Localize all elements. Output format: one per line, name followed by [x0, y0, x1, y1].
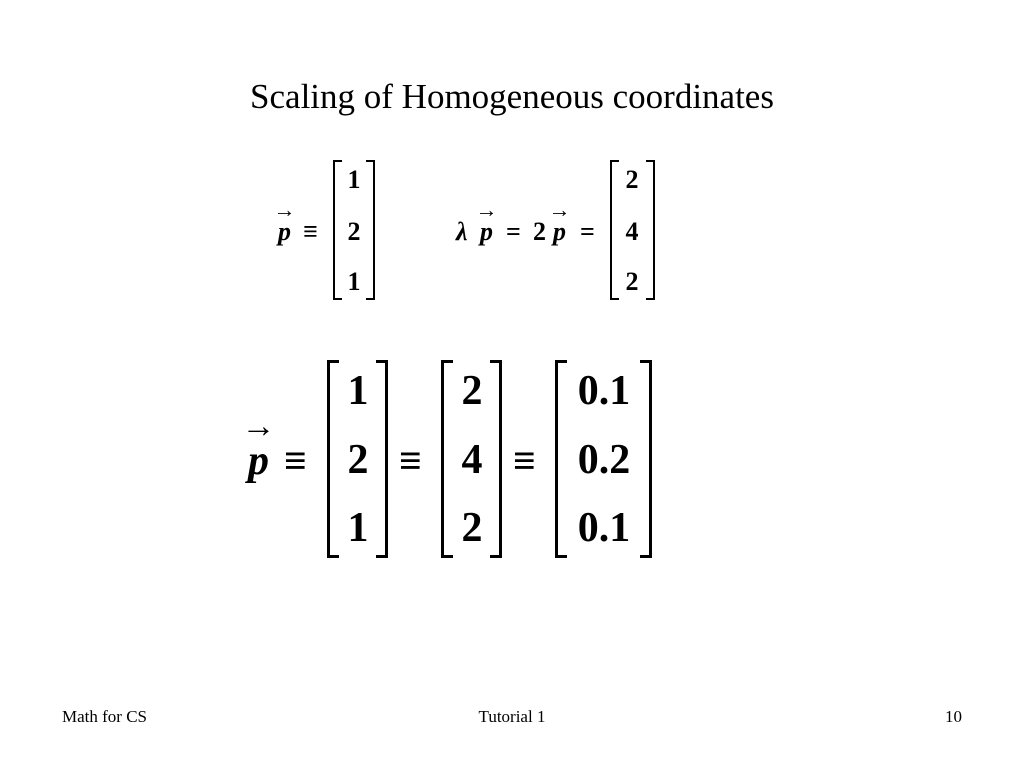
matrix-cell: 2 [461, 368, 483, 414]
matrix-cell: 2 [625, 267, 639, 296]
matrix-cell: 1 [347, 267, 361, 296]
vector-p-symbol: → p [273, 197, 296, 246]
matrix-cell: 0.2 [577, 437, 631, 483]
scale-factor: 2 [533, 217, 546, 246]
matrix-cell: 2 [461, 505, 483, 551]
matrix-cell: 4 [461, 437, 483, 483]
matrix-cell: 2 [625, 165, 639, 194]
vector-arrow-icon: → [548, 197, 571, 222]
vector-arrow-icon: → [475, 197, 498, 222]
matrix-cell: 1 [347, 505, 369, 551]
vector-arrow-icon: → [241, 408, 276, 445]
matrix-cell: 4 [625, 217, 639, 246]
matrix-cell: 1 [347, 165, 361, 194]
equivalence-symbol: ≡ [303, 217, 318, 246]
vector-p-symbol: → p [475, 197, 498, 246]
equivalence-symbol: ≡ [513, 438, 536, 483]
vector-p-symbol: → p [548, 197, 571, 246]
matrix-cell: 1 [347, 368, 369, 414]
slide-title: Scaling of Homogeneous coordinates [250, 77, 774, 116]
lambda-symbol: λ [456, 217, 468, 246]
matrix-cell: 2 [347, 217, 361, 246]
matrix-cell: 0.1 [577, 368, 631, 414]
matrix-cell: 0.1 [577, 505, 631, 551]
right-bracket [646, 160, 655, 300]
footer-tutorial: Tutorial 1 [478, 707, 546, 726]
footer-course: Math for CS [62, 707, 147, 726]
vector-arrow-icon: → [273, 197, 296, 222]
vector-p-symbol: → p [241, 408, 276, 484]
equivalence-symbol: ≡ [399, 438, 422, 483]
matrix-cell: 2 [347, 437, 369, 483]
equals-symbol: = [506, 217, 521, 246]
equals-symbol: = [580, 217, 595, 246]
equivalence-symbol: ≡ [284, 438, 307, 483]
footer-page-number: 10 [945, 707, 962, 726]
